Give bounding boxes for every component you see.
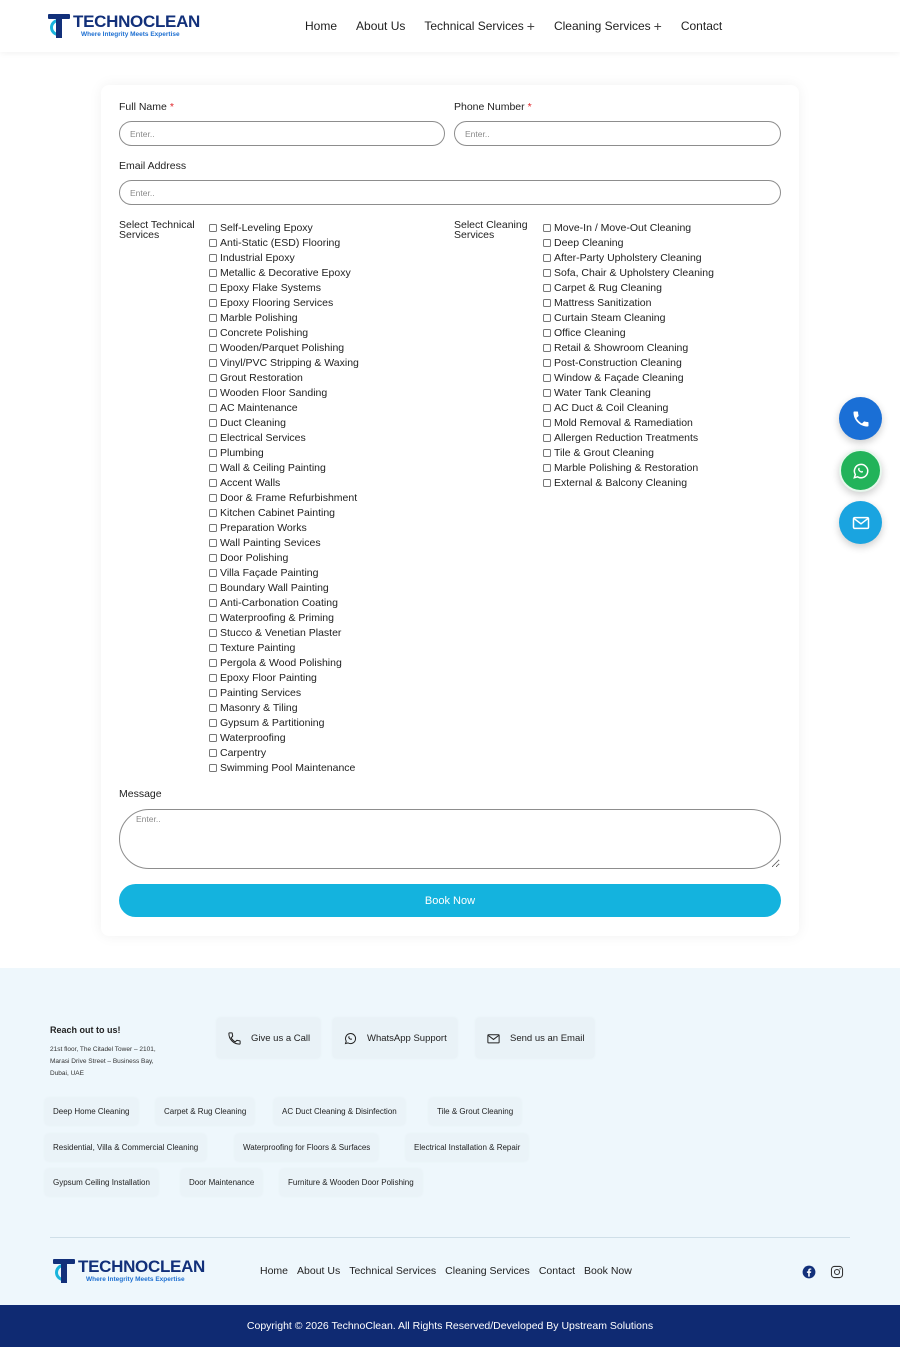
site-header <box>0 0 900 52</box>
whatsapp-support-label: WhatsApp Support <box>367 1032 447 1044</box>
checkbox-label: Kitchen Cabinet Painting <box>220 506 335 519</box>
checkbox[interactable] <box>543 329 551 337</box>
service-checkbox-item[interactable] <box>543 370 714 385</box>
footer-address: 21st floor, The Citadel Tower – 2101, Marasi Drive Street – Business Bay, Dubai, UAE <box>50 1046 156 1077</box>
cleaning-services-label: Select Cleaning Services <box>454 219 528 241</box>
checkbox[interactable] <box>209 719 217 727</box>
checkbox[interactable] <box>209 749 217 757</box>
service-checkbox-item[interactable] <box>209 730 359 745</box>
service-checkbox-item[interactable] <box>209 535 359 550</box>
checkbox[interactable] <box>209 629 217 637</box>
service-chip[interactable]: AC Duct Cleaning & Disinfection <box>274 1098 405 1125</box>
service-checkbox-item[interactable] <box>209 475 359 490</box>
footer-nav <box>260 1265 641 1277</box>
full-name-input[interactable] <box>119 121 445 146</box>
checkbox-label: Industrial Epoxy <box>220 251 295 264</box>
service-checkbox-item[interactable] <box>209 325 359 340</box>
service-checkbox-item[interactable] <box>543 355 714 370</box>
checkbox-label: Epoxy Floor Painting <box>220 671 317 684</box>
checkbox[interactable] <box>543 479 551 487</box>
whatsapp-icon <box>851 461 871 481</box>
email-input[interactable] <box>119 180 781 205</box>
service-checkbox-item[interactable] <box>209 625 359 640</box>
checkbox[interactable] <box>209 239 217 247</box>
service-checkbox-item[interactable] <box>543 325 714 340</box>
checkbox-label: Allergen Reduction Treatments <box>554 431 699 444</box>
checkbox[interactable] <box>209 374 217 382</box>
service-checkbox-item[interactable] <box>543 310 714 325</box>
checkbox-label: Mold Removal & Ramediation <box>554 416 693 429</box>
service-checkbox-item[interactable] <box>543 220 714 235</box>
service-checkbox-item[interactable] <box>209 295 359 310</box>
checkbox-label: Accent Walls <box>220 476 281 489</box>
service-checkbox-item[interactable] <box>209 415 359 430</box>
whatsapp-icon <box>343 1031 358 1046</box>
service-checkbox-item[interactable] <box>209 745 359 760</box>
checkbox[interactable] <box>543 314 551 322</box>
checkbox-label: Wall & Ceiling Painting <box>220 461 326 474</box>
service-chip[interactable]: Tile & Grout Cleaning <box>429 1098 521 1125</box>
checkbox-label: Pergola & Wood Polishing <box>220 656 342 669</box>
plus-icon: + <box>653 18 662 34</box>
checkbox-label: Door Polishing <box>220 551 289 564</box>
footer-divider <box>50 1237 850 1238</box>
header-logo[interactable] <box>48 13 200 39</box>
service-checkbox-item[interactable] <box>209 385 359 400</box>
checkbox[interactable] <box>209 689 217 697</box>
checkbox[interactable] <box>209 494 217 502</box>
checkbox-label: Anti-Carbonation Coating <box>220 596 338 609</box>
reach-out-title: Reach out to us! <box>50 1025 121 1035</box>
checkbox[interactable] <box>209 419 217 427</box>
checkbox-label: Gypsum & Partitioning <box>220 716 325 729</box>
checkbox[interactable] <box>209 764 217 772</box>
nav-about[interactable]: About Us <box>356 19 406 33</box>
checkbox[interactable] <box>209 449 217 457</box>
service-checkbox-item[interactable] <box>543 295 714 310</box>
service-checkbox-item[interactable] <box>209 610 359 625</box>
checkbox-label: Tile & Grout Cleaning <box>554 446 654 459</box>
technical-services-list <box>209 220 359 775</box>
footer-nav-about[interactable]: About Us <box>297 1265 341 1277</box>
checkbox-label: Carpet & Rug Cleaning <box>554 281 662 294</box>
phone-icon <box>227 1031 242 1046</box>
send-email-label: Send us an Email <box>510 1032 585 1044</box>
checkbox-label: Stucco & Venetian Plaster <box>220 626 342 639</box>
checkbox-label: Plumbing <box>220 446 264 459</box>
service-checkbox-item[interactable] <box>209 700 359 715</box>
service-checkbox-item[interactable] <box>543 475 714 490</box>
service-checkbox-item[interactable] <box>209 280 359 295</box>
service-checkbox-item[interactable] <box>543 430 714 445</box>
checkbox-label: Boundary Wall Painting <box>220 581 329 594</box>
checkbox-label: Waterproofing <box>220 731 286 744</box>
logo-name: TECHNOCLEAN <box>73 12 201 31</box>
service-checkbox-item[interactable] <box>209 595 359 610</box>
service-checkbox-item[interactable] <box>209 715 359 730</box>
checkbox-label: Post-Construction Cleaning <box>554 356 682 369</box>
service-checkbox-item[interactable] <box>209 445 359 460</box>
checkbox-label: Duct Cleaning <box>220 416 286 429</box>
whatsapp-support-button[interactable] <box>333 1018 457 1058</box>
service-checkbox-item[interactable] <box>209 235 359 250</box>
checkbox[interactable] <box>543 359 551 367</box>
checkbox[interactable] <box>209 674 217 682</box>
nav-cleaning-services[interactable] <box>554 19 662 33</box>
checkbox-label: Move-In / Move-Out Cleaning <box>554 221 692 234</box>
service-checkbox-item[interactable] <box>543 250 714 265</box>
checkbox[interactable] <box>543 404 551 412</box>
checkbox[interactable] <box>209 464 217 472</box>
checkbox[interactable] <box>209 554 217 562</box>
service-checkbox-item[interactable] <box>209 460 359 475</box>
checkbox[interactable] <box>209 704 217 712</box>
service-checkbox-item[interactable] <box>209 220 359 235</box>
service-checkbox-item[interactable] <box>209 400 359 415</box>
checkbox[interactable] <box>209 404 217 412</box>
checkbox-label: Grout Restoration <box>220 371 303 384</box>
service-checkbox-item[interactable] <box>543 385 714 400</box>
service-checkbox-item[interactable] <box>209 355 359 370</box>
checkbox-label: Deep Cleaning <box>554 236 624 249</box>
checkbox-label: Retail & Showroom Cleaning <box>554 341 689 354</box>
service-chip[interactable]: Waterproofing for Floors & Surfaces <box>235 1134 378 1161</box>
service-checkbox-item[interactable] <box>543 280 714 295</box>
checkbox-label: Vinyl/PVC Stripping & Waxing <box>220 356 359 369</box>
checkbox[interactable] <box>543 344 551 352</box>
service-checkbox-item[interactable] <box>209 550 359 565</box>
give-call-label: Give us a Call <box>251 1032 311 1044</box>
checkbox-label: Villa Façade Painting <box>220 566 319 579</box>
checkbox[interactable] <box>209 224 217 232</box>
booking-form-card <box>101 85 799 936</box>
checkbox[interactable] <box>543 464 551 472</box>
checkbox[interactable] <box>209 509 217 517</box>
technical-services-label: Select Technical Services <box>119 219 195 241</box>
logo-tagline: Where Integrity Meets Expertise <box>81 31 180 38</box>
logo-tagline: Where Integrity Meets Expertise <box>86 1276 185 1283</box>
service-checkbox-item[interactable] <box>209 760 359 775</box>
service-checkbox-item[interactable] <box>209 310 359 325</box>
mail-icon <box>851 513 871 533</box>
facebook-icon[interactable] <box>802 1265 816 1279</box>
checkbox-label: Wooden/Parquet Polishing <box>220 341 345 354</box>
footer-nav-contact[interactable]: Contact <box>538 1265 575 1277</box>
checkbox-label: Office Cleaning <box>554 326 626 339</box>
service-checkbox-item[interactable] <box>543 235 714 250</box>
checkbox-label: Door & Frame Refurbishment <box>220 491 358 504</box>
phone-input[interactable] <box>454 121 781 146</box>
checkbox[interactable] <box>209 359 217 367</box>
nav-home[interactable]: Home <box>305 19 338 33</box>
service-checkbox-item[interactable] <box>543 265 714 280</box>
checkbox-label: Marble Polishing <box>220 311 298 324</box>
checkbox[interactable] <box>543 419 551 427</box>
checkbox-label: Waterproofing & Priming <box>220 611 334 624</box>
service-checkbox-item[interactable] <box>209 265 359 280</box>
checkbox-label: Masonry & Tiling <box>220 701 298 714</box>
site-footer <box>0 968 900 1305</box>
checkbox[interactable] <box>209 599 217 607</box>
checkbox-label: Swimming Pool Maintenance <box>220 761 356 774</box>
checkbox[interactable] <box>209 734 217 742</box>
instagram-icon[interactable] <box>830 1265 844 1279</box>
service-checkbox-item[interactable] <box>209 520 359 535</box>
checkbox-label: Texture Painting <box>220 641 296 654</box>
service-checkbox-item[interactable] <box>543 445 714 460</box>
service-checkbox-item[interactable] <box>209 670 359 685</box>
service-chip[interactable]: Carpet & Rug Cleaning <box>156 1098 254 1125</box>
service-checkbox-item[interactable] <box>543 460 714 475</box>
mail-fab[interactable] <box>839 501 882 544</box>
nav-technical-services[interactable] <box>424 19 535 33</box>
give-call-button[interactable] <box>217 1018 320 1058</box>
checkbox-label: Wooden Floor Sanding <box>220 386 328 399</box>
service-chip[interactable]: Door Maintenance <box>181 1169 262 1196</box>
checkbox[interactable] <box>209 434 217 442</box>
checkbox[interactable] <box>209 329 217 337</box>
checkbox[interactable] <box>543 449 551 457</box>
checkbox[interactable] <box>209 389 217 397</box>
service-checkbox-item[interactable] <box>543 340 714 355</box>
book-now-button[interactable]: Book Now <box>119 884 781 917</box>
checkbox[interactable] <box>209 479 217 487</box>
message-label: Message <box>119 788 162 800</box>
main-nav <box>305 19 741 33</box>
nav-contact[interactable]: Contact <box>680 19 723 33</box>
nav-cleaning-label: Cleaning Services <box>553 19 651 33</box>
service-checkbox-item[interactable] <box>209 340 359 355</box>
checkbox[interactable] <box>209 269 217 277</box>
whatsapp-fab[interactable] <box>839 449 882 492</box>
service-checkbox-item[interactable] <box>209 655 359 670</box>
service-checkbox-item[interactable] <box>209 565 359 580</box>
checkbox[interactable] <box>543 284 551 292</box>
service-chip[interactable]: Gypsum Ceiling Installation <box>45 1169 158 1196</box>
checkbox[interactable] <box>543 374 551 382</box>
checkbox[interactable] <box>209 254 217 262</box>
service-checkbox-item[interactable] <box>209 685 359 700</box>
checkbox[interactable] <box>209 659 217 667</box>
checkbox-label: External & Balcony Cleaning <box>554 476 688 489</box>
checkbox-label: Water Tank Cleaning <box>554 386 651 399</box>
logo-mark-icon <box>48 14 70 38</box>
checkbox[interactable] <box>209 569 217 577</box>
copyright-bar: Copyright © 2026 TechnoClean. All Rights Reserved/Developed By Upstream Solutions <box>0 1305 900 1347</box>
checkbox[interactable] <box>209 539 217 547</box>
phone-label: Phone Number * <box>454 101 532 113</box>
checkbox[interactable] <box>543 254 551 262</box>
mail-icon <box>486 1031 501 1046</box>
checkbox[interactable] <box>543 299 551 307</box>
checkbox-label: Metallic & Decorative Epoxy <box>220 266 351 279</box>
checkbox[interactable] <box>209 584 217 592</box>
service-checkbox-item[interactable] <box>209 430 359 445</box>
checkbox-label: Anti-Static (ESD) Flooring <box>220 236 341 249</box>
service-chip[interactable]: Deep Home Cleaning <box>45 1098 138 1125</box>
checkbox[interactable] <box>543 269 551 277</box>
message-textarea[interactable] <box>119 809 781 869</box>
checkbox[interactable] <box>209 524 217 532</box>
checkbox[interactable] <box>543 434 551 442</box>
checkbox-label: Preparation Works <box>220 521 307 534</box>
checkbox-label: Window & Façade Cleaning <box>554 371 684 384</box>
footer-nav-cleaning[interactable]: Cleaning Services <box>445 1265 530 1277</box>
service-checkbox-item[interactable] <box>543 400 714 415</box>
service-checkbox-item[interactable] <box>543 415 714 430</box>
footer-logo[interactable] <box>53 1258 205 1284</box>
checkbox[interactable] <box>209 299 217 307</box>
checkbox[interactable] <box>543 224 551 232</box>
service-checkbox-item[interactable] <box>209 490 359 505</box>
logo-name: TECHNOCLEAN <box>78 1257 206 1276</box>
footer-nav-technical[interactable]: Technical Services <box>349 1265 437 1277</box>
service-checkbox-item[interactable] <box>209 250 359 265</box>
call-fab[interactable] <box>839 397 882 440</box>
checkbox-label: Mattress Sanitization <box>554 296 652 309</box>
checkbox-label: Curtain Steam Cleaning <box>554 311 666 324</box>
footer-nav-book-now[interactable]: Book Now <box>584 1265 632 1277</box>
checkbox[interactable] <box>209 314 217 322</box>
checkbox-label: After-Party Upholstery Cleaning <box>554 251 702 264</box>
service-checkbox-item[interactable] <box>209 580 359 595</box>
checkbox[interactable] <box>209 344 217 352</box>
checkbox[interactable] <box>209 644 217 652</box>
checkbox-label: AC Maintenance <box>220 401 298 414</box>
checkbox-label: Epoxy Flooring Services <box>220 296 334 309</box>
checkbox[interactable] <box>543 239 551 247</box>
checkbox-label: AC Duct & Coil Cleaning <box>554 401 669 414</box>
checkbox-label: Concrete Polishing <box>220 326 309 339</box>
plus-icon: + <box>526 18 535 34</box>
checkbox-label: Self-Leveling Epoxy <box>220 221 313 234</box>
email-label: Email Address <box>119 160 187 172</box>
service-checkbox-item[interactable] <box>209 370 359 385</box>
checkbox[interactable] <box>209 284 217 292</box>
checkbox-label: Marble Polishing & Restoration <box>554 461 699 474</box>
checkbox-label: Painting Services <box>220 686 302 699</box>
service-chip[interactable]: Electrical Installation & Repair <box>406 1134 528 1161</box>
checkbox[interactable] <box>543 389 551 397</box>
service-checkbox-item[interactable] <box>209 640 359 655</box>
phone-icon <box>851 409 871 429</box>
service-chip[interactable]: Furniture & Wooden Door Polishing <box>280 1169 422 1196</box>
footer-nav-home[interactable]: Home <box>260 1265 289 1277</box>
send-email-button[interactable] <box>476 1018 594 1058</box>
checkbox-label: Electrical Services <box>220 431 306 444</box>
service-checkbox-item[interactable] <box>209 505 359 520</box>
full-name-label: Full Name * <box>119 101 174 113</box>
logo-mark-icon <box>53 1259 75 1283</box>
nav-technical-label: Technical Services <box>424 19 524 33</box>
service-chip[interactable]: Residential, Villa & Commercial Cleaning <box>45 1134 206 1161</box>
checkbox[interactable] <box>209 614 217 622</box>
cleaning-services-list <box>543 220 714 490</box>
checkbox-label: Epoxy Flake Systems <box>220 281 321 294</box>
checkbox-label: Wall Painting Sevices <box>220 536 321 549</box>
checkbox-label: Sofa, Chair & Upholstery Cleaning <box>554 266 714 279</box>
checkbox-label: Carpentry <box>220 746 267 759</box>
